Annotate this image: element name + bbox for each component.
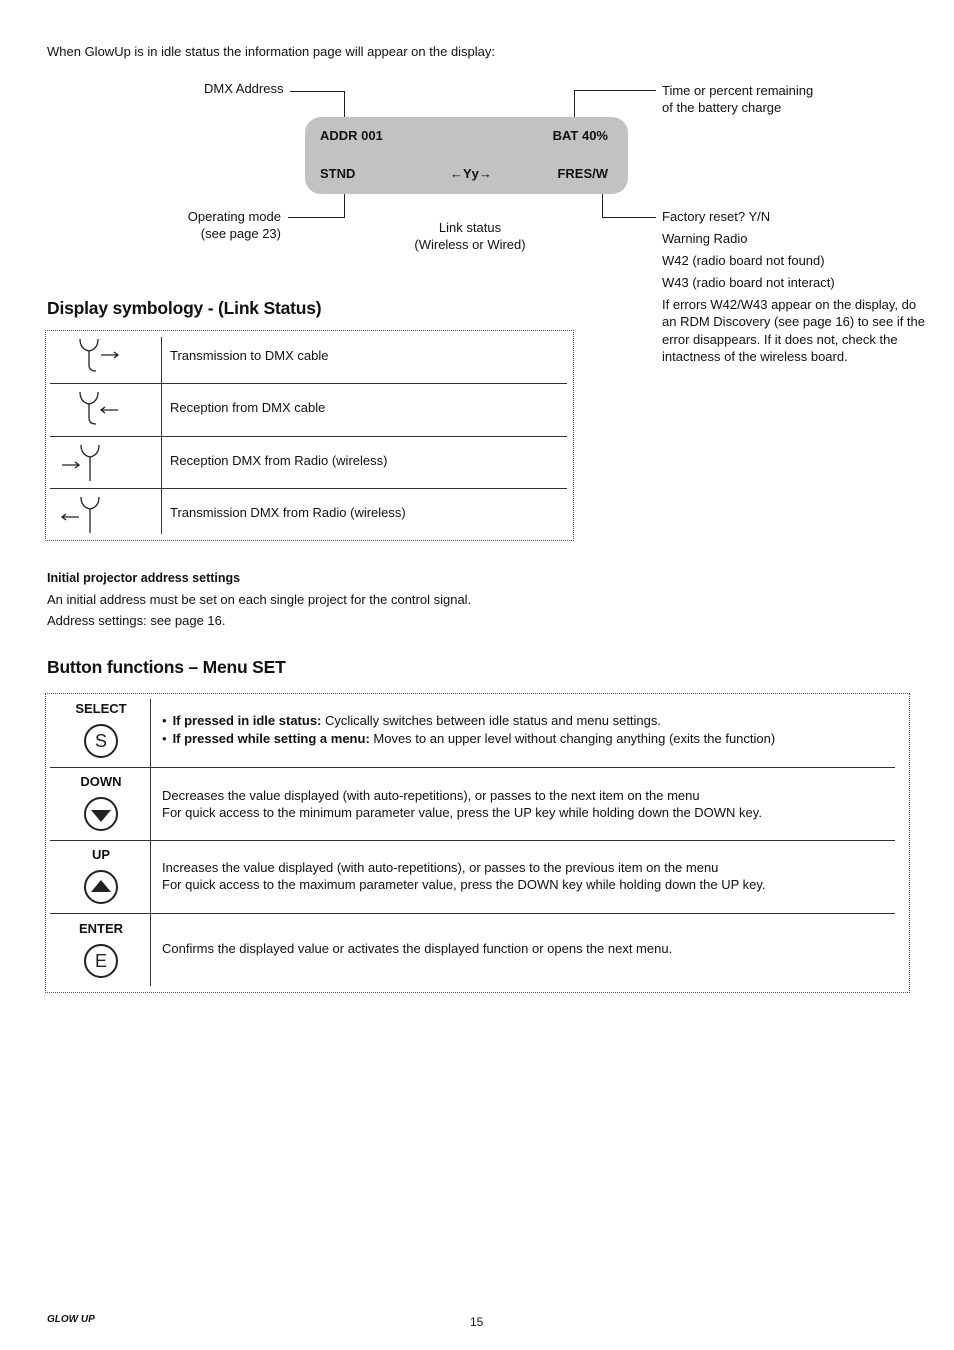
symbology-row bbox=[46, 384, 573, 436]
battery-leader-h bbox=[574, 90, 656, 91]
lcd-display bbox=[305, 117, 628, 194]
arrow-left-antenna-icon bbox=[60, 495, 110, 535]
select-bullet-1-text: Cyclically switches between idle status and menu settings. bbox=[321, 713, 661, 728]
up-label: UP bbox=[91, 847, 111, 862]
buttons-divider bbox=[150, 699, 151, 986]
fres-item: W42 (radio board not found) bbox=[662, 253, 825, 268]
battery-label-line1: Time or percent remaining bbox=[662, 83, 814, 98]
row-separator bbox=[50, 913, 895, 914]
lcd-battery: BAT 40% bbox=[552, 128, 608, 143]
lcd-mode: STND bbox=[320, 166, 356, 181]
down-triangle-glyph bbox=[90, 803, 112, 825]
select-bullet-2-bold: If pressed while setting a menu: bbox=[172, 731, 370, 746]
select-letter: S bbox=[94, 731, 107, 751]
symbology-row bbox=[46, 437, 573, 489]
fres-item: W43 (radio board not interact) bbox=[662, 275, 835, 290]
lcd-factory-reset: FRES/W bbox=[557, 166, 608, 181]
fres-item: Factory reset? Y/N bbox=[662, 209, 771, 224]
up-triangle-icon[interactable] bbox=[84, 870, 118, 904]
symbology-text: Reception from DMX cable bbox=[170, 400, 326, 415]
down-label: DOWN bbox=[80, 774, 122, 789]
arrow-right-antenna-icon bbox=[60, 443, 110, 483]
intro-text: When GlowUp is in idle status the information page will appear on the display: bbox=[47, 44, 496, 59]
up-line2: For quick access to the maximum parameter value, press the DOWN key while holding down the UP key. bbox=[162, 877, 766, 892]
operating-mode-line2: (see page 23) bbox=[200, 226, 281, 241]
down-line1: Decreases the value displayed (with auto-repetitions), or passes to the next item on the menu bbox=[162, 788, 700, 803]
initial-line1: An initial address must be set on each single project for the control signal. bbox=[47, 592, 472, 607]
enter-label: ENTER bbox=[78, 921, 124, 936]
battery-label-line2: of the battery charge bbox=[662, 100, 782, 115]
down-description bbox=[162, 787, 762, 821]
down-line2: For quick access to the minimum parameter value, press the UP key while holding down the DOWN key. bbox=[162, 805, 762, 820]
symbology-table bbox=[45, 330, 574, 541]
down-triangle-icon[interactable] bbox=[84, 797, 118, 831]
initial-heading: Initial projector address settings bbox=[47, 571, 241, 585]
link-status-line2: (Wireless or Wired) bbox=[414, 237, 526, 252]
link-status-label bbox=[395, 219, 545, 253]
symbology-heading: Display symbology - (Link Status) bbox=[47, 298, 322, 318]
lcd-link-status: ←Yy→ bbox=[450, 166, 492, 181]
battery-label bbox=[662, 82, 813, 116]
select-bullet-1-bold: If pressed in idle status: bbox=[172, 713, 322, 728]
select-bullet-2: • If pressed while setting a menu: Moves to an upper level without changing anything (exits the function) bbox=[162, 731, 776, 746]
dmx-address-label: DMX Address bbox=[204, 81, 284, 96]
up-triangle-glyph bbox=[90, 876, 112, 898]
lcd-address: ADDR 001 bbox=[320, 128, 383, 143]
select-s-icon[interactable] bbox=[84, 724, 118, 758]
up-description bbox=[162, 859, 766, 893]
select-bullet-2-text: Moves to an upper level without changing anything (exits the function) bbox=[369, 731, 776, 746]
mode-leader-h bbox=[288, 217, 345, 218]
footer-brand: GLOW UP bbox=[47, 1314, 95, 1325]
row-separator bbox=[50, 767, 895, 768]
initial-line2: Address settings: see page 16. bbox=[47, 613, 226, 628]
antenna-arrow-right-icon bbox=[74, 337, 124, 373]
symbology-row bbox=[46, 489, 573, 539]
select-label: SELECT bbox=[75, 701, 127, 716]
enter-description: Confirms the displayed value or activates the displayed function or opens the next menu. bbox=[162, 941, 673, 956]
buttons-table bbox=[45, 693, 910, 993]
fres-leader-v bbox=[602, 193, 603, 218]
enter-e-icon[interactable] bbox=[84, 944, 118, 978]
symbology-text: Transmission DMX from Radio (wireless) bbox=[170, 505, 406, 520]
symbology-row bbox=[46, 331, 573, 383]
fres-leader-h bbox=[602, 217, 656, 218]
select-description bbox=[162, 712, 775, 748]
dmx-leader-v bbox=[344, 91, 345, 118]
operating-mode-line1: Operating mode bbox=[187, 209, 281, 224]
antenna-arrow-left-icon bbox=[74, 390, 124, 428]
page-number: 15 bbox=[470, 1315, 484, 1329]
enter-letter: E bbox=[94, 951, 107, 971]
dmx-leader-h bbox=[290, 91, 345, 92]
mode-leader-v bbox=[344, 193, 345, 218]
select-bullet-1: • If pressed in idle status: Cyclically switches between idle status and menu settings. bbox=[162, 713, 661, 728]
fres-item: Warning Radio bbox=[662, 231, 748, 246]
up-line1: Increases the value displayed (with auto-repetitions), or passes to the previous item on the menu bbox=[162, 860, 719, 875]
link-status-line1: Link status bbox=[438, 220, 502, 235]
factory-reset-notes bbox=[662, 208, 932, 366]
fres-note: If errors W42/W43 appear on the display, do an RDM Discovery (see page 16) to see if the error disappears. If it does not, check the intactness of the wireless board. bbox=[662, 297, 926, 365]
symbology-text: Reception DMX from Radio (wireless) bbox=[170, 453, 388, 468]
battery-leader-v bbox=[574, 90, 575, 118]
operating-mode-label bbox=[160, 208, 281, 242]
symbology-text: Transmission to DMX cable bbox=[170, 348, 329, 363]
buttons-heading: Button functions – Menu SET bbox=[47, 657, 286, 677]
row-separator bbox=[50, 840, 895, 841]
